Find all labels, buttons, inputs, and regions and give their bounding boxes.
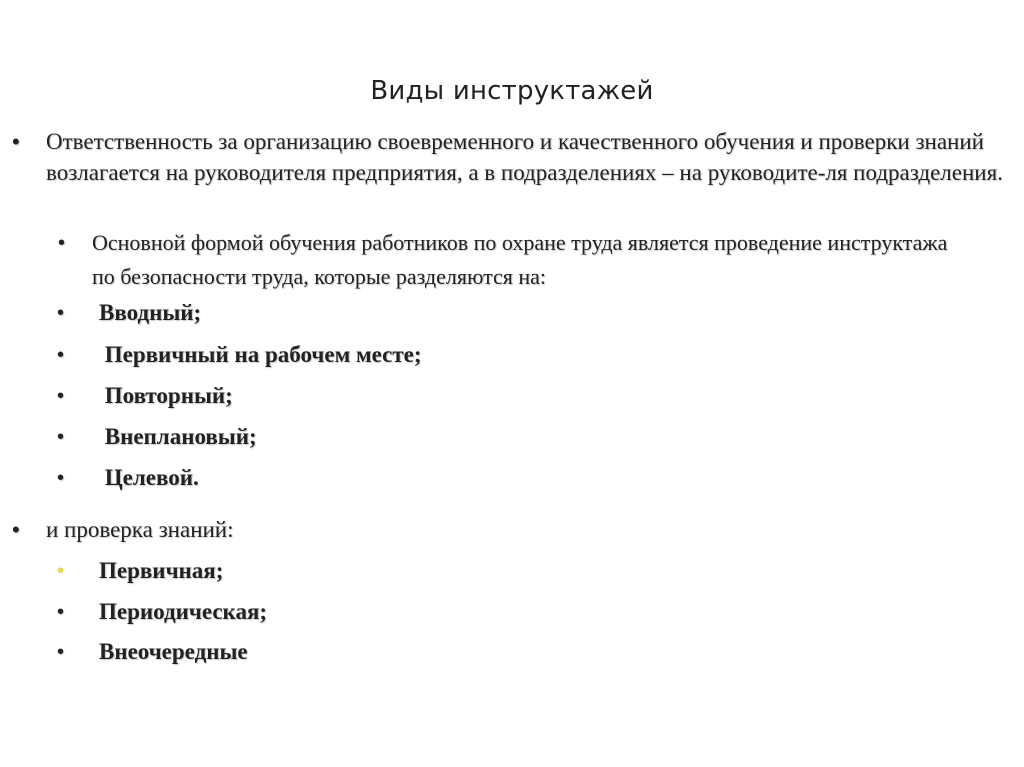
list-item-briefing <box>57 463 199 493</box>
bullet-icon: • <box>57 426 65 448</box>
paragraph-knowledge-check <box>12 515 234 545</box>
bullet-icon: • <box>12 129 20 154</box>
bullet-icon: • <box>57 344 65 366</box>
bullet-icon: • <box>57 302 65 324</box>
paragraph-responsibility <box>12 126 1014 188</box>
list-item-briefing <box>57 298 201 328</box>
bullet-icon: • <box>12 517 20 542</box>
list-item-check <box>57 597 267 627</box>
bullet-icon: • <box>57 641 65 663</box>
list-item-briefing <box>57 422 257 452</box>
list-item-check <box>57 637 248 667</box>
bullet-icon: • <box>57 560 65 582</box>
list-item-label: Первичный на рабочем месте; <box>99 342 422 367</box>
list-item-label: Вводный; <box>99 300 202 325</box>
list-item-label: Внеплановый; <box>99 424 257 449</box>
list-item-briefing <box>57 340 422 370</box>
bullet-icon: • <box>57 467 65 489</box>
list-item-label: Целевой. <box>99 465 199 490</box>
list-item-label: Повторный; <box>99 383 233 408</box>
bullet-icon: • <box>57 601 65 623</box>
list-item-label: Первичная; <box>99 558 224 583</box>
list-item-label: Периодическая; <box>99 599 268 624</box>
list-item-briefing <box>57 381 233 411</box>
paragraph-text: и проверка знаний: <box>46 517 234 542</box>
list-item-label: Внеочередные <box>99 639 248 664</box>
paragraph-text: Ответственность за организацию своевременного и качественного обучения и проверки знаний возлагается на руководителя предприятия, а в подразделениях – на руководите-ля подразделения. <box>46 129 1003 185</box>
list-item-check <box>57 556 223 586</box>
bullet-icon: • <box>58 232 66 254</box>
bullet-icon: • <box>57 385 65 407</box>
paragraph-text: Основной формой обучения работников по охране труда является проведение инструктажа по безопасности труда, которые разделяются на: <box>92 230 948 289</box>
slide-title: Виды инструктажей <box>370 76 654 106</box>
paragraph-training-form <box>58 226 958 294</box>
